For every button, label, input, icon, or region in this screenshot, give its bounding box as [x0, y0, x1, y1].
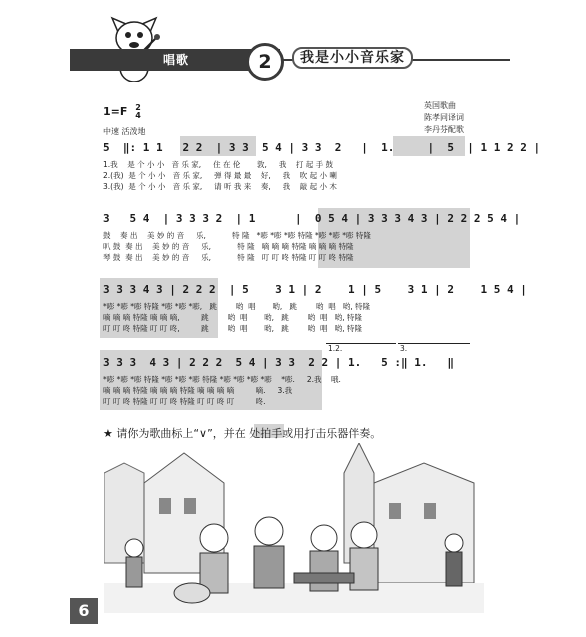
notation-row-4: 3 3 3 4 3 | 2 2 2 5 4 | 3 3 2 2 | 1. 5 :‖ 1. ‖ — [103, 356, 454, 369]
instruction-text: ★ 请你为歌曲标上“∨”，并在 处拍手或用打击乐器伴奏。 — [103, 427, 382, 440]
ending-bracket-2 — [398, 343, 470, 344]
lyrics-row-3-verse-2: 嘀 嘀 嘀 特隆 嘀 嘀 嘀, 跳 哟 唱 哟, 跳 哟 唱 哟, 特隆 — [103, 313, 362, 322]
notation-row-3: 3 3 3 4 3 | 2 2 2 | 5 3 1 | 2 1 | 5 3 1 | 2 1 5 4 | — [103, 283, 527, 296]
song-credits: 英国歌曲 陈孝同译词 李丹芬配歌 — [424, 101, 464, 134]
lyrics-row-4-verse-2: 嘀 嘀 嘀 特隆 嘀 嘀 嘀 特隆 嘀 嘀 嘀 嘀 嘀. 3.我 — [103, 386, 293, 395]
notation-row-2: 3 5 4 | 3 3 3 2 | 1 | 0 5 4 | 3 3 3 4 3 | 2 2 2 5 4 | — [103, 212, 521, 225]
notation-row-1: 5 ‖: 1 1 2 2 | 3 3 5 4 | 3 3 2 | 1. | 5 | 1 1 2 2 | — [103, 141, 541, 154]
lyrics-row-3-verse-1: *嘭 *嘭 *嘭 特隆 *嘭 *嘭 *嘭, 跳 哟 唱 哟, 跳 哟 唱 哟, 特隆 — [103, 302, 371, 311]
ending-label-2: 3. — [400, 344, 408, 353]
lyrics-row-2-verse-3: 琴 鼓 奏 出 美 妙 的 音 乐, 特 隆 叮 叮 咚 特隆 叮 叮 咚 特隆 — [103, 253, 354, 262]
lyrics-row-2-verse-1: 鼓 奏 出 美 妙 的 音 乐, 特 隆 *嘭 *嘭 *嘭 特隆 *嘭 *嘭 *嘭 特隆 — [103, 231, 371, 240]
lyrics-row-1-verse-1: 1.我 是 个 小 小 音 乐 家, 住 在 伦 敦, 我 打 起 手 鼓 — [103, 160, 334, 169]
time-numerator: 2 — [135, 103, 141, 112]
lyrics-row-1-verse-2: 2.(我) 是 个 小 小 音 乐 家, 弹 得 最 最 好, 我 吹 起 小 喇 — [103, 171, 337, 180]
header-bar — [70, 49, 510, 71]
lyrics-row-1-verse-3: 3.(我) 是 个 小 小 音 乐 家, 请 听 我 来 奏, 我 敲 起 小 木 — [103, 182, 337, 191]
tempo-marking: 中速 活泼地 — [103, 127, 146, 136]
ending-label-1: 1.2. — [328, 344, 343, 353]
time-denominator: 4 — [135, 111, 141, 120]
lyrics-row-4-verse-3: 叮 叮 咚 特隆 叮 叮 咚 特隆 叮 叮 咚 叮 咚. — [103, 397, 266, 406]
lesson-number: 2 — [246, 43, 284, 81]
lyrics-row-4-verse-1: *嘭 *嘭 *嘭 特隆 *嘭 *嘭 *嘭 特隆 *嘭 *嘭 *嘭 *嘭 *嘭. 2.我 哦. — [103, 375, 341, 384]
song-title: 我是小小音乐家 — [292, 47, 413, 69]
lyrics-row-3-verse-3: 叮 叮 咚 特隆 叮 叮 咚, 跳 哟 唱 哟, 跳 哟 唱 哟, 特隆 — [103, 324, 362, 333]
lyrics-row-2-verse-2: 叭 鼓 奏 出 美 妙 的 音 乐, 特 隆 嘀 嘀 嘀 特隆 嘀 嘀 嘀 特隆 — [103, 242, 354, 251]
town-band-illustration — [104, 443, 484, 613]
section-label: 唱歌 — [163, 53, 190, 67]
page-number: 6 — [70, 598, 98, 624]
key-signature: 1=F 2 4 — [103, 103, 141, 120]
